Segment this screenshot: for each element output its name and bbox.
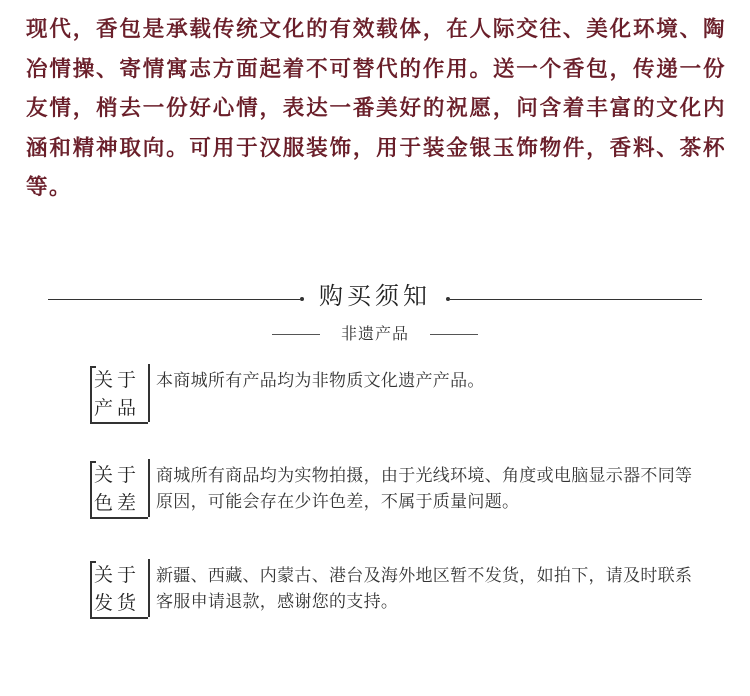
heritage-subtitle: 非遗产品	[340, 324, 409, 343]
header-divider-right	[450, 299, 702, 300]
purchase-notice-title: 购买须知	[319, 282, 431, 310]
info-description: 本商城所有产品均为非物质文化遗产产品。	[156, 371, 485, 391]
tag-label-line2: 发货	[94, 592, 141, 614]
tag-frame-edge	[148, 364, 150, 422]
purchase-notice-header	[48, 278, 702, 314]
intro-paragraph: 现代，香包是承载传统文化的有效载体，在人际交往、美化环境、陶冶情操、寄情寓志方面起着不可替代的作用。送一个香包，传递一份友情，梢去一份好心情，表达一番美好的祝愿，问含着丰富的文化内涵和精神取向。可用于汉服装饰，用于装金银玉饰物件，香料、茶杯等。	[26, 17, 726, 200]
tag-label-line1: 关于	[94, 564, 141, 586]
tag-frame-edge	[148, 559, 150, 617]
tag-label-line1: 关于	[94, 464, 141, 486]
tag-label	[94, 561, 146, 617]
heritage-subheader	[270, 322, 480, 346]
subheader-divider-right	[430, 334, 478, 335]
tag-label-line2: 产品	[94, 397, 141, 419]
tag-label	[94, 366, 146, 422]
tag-label	[94, 461, 146, 517]
tag-frame-edge	[148, 459, 150, 517]
tag-label-line1: 关于	[94, 369, 141, 391]
tag-label-line2: 色差	[94, 492, 141, 514]
info-description: 商城所有商品均为实物拍摄，由于光线环境、角度或电脑显示器不同等原因，可能会存在少许色差，不属于质量问题。	[156, 466, 693, 512]
info-description: 新疆、西藏、内蒙古、港台及海外地区暂不发货，如拍下，请及时联系客服申请退款，感谢您的支持。	[156, 566, 693, 612]
